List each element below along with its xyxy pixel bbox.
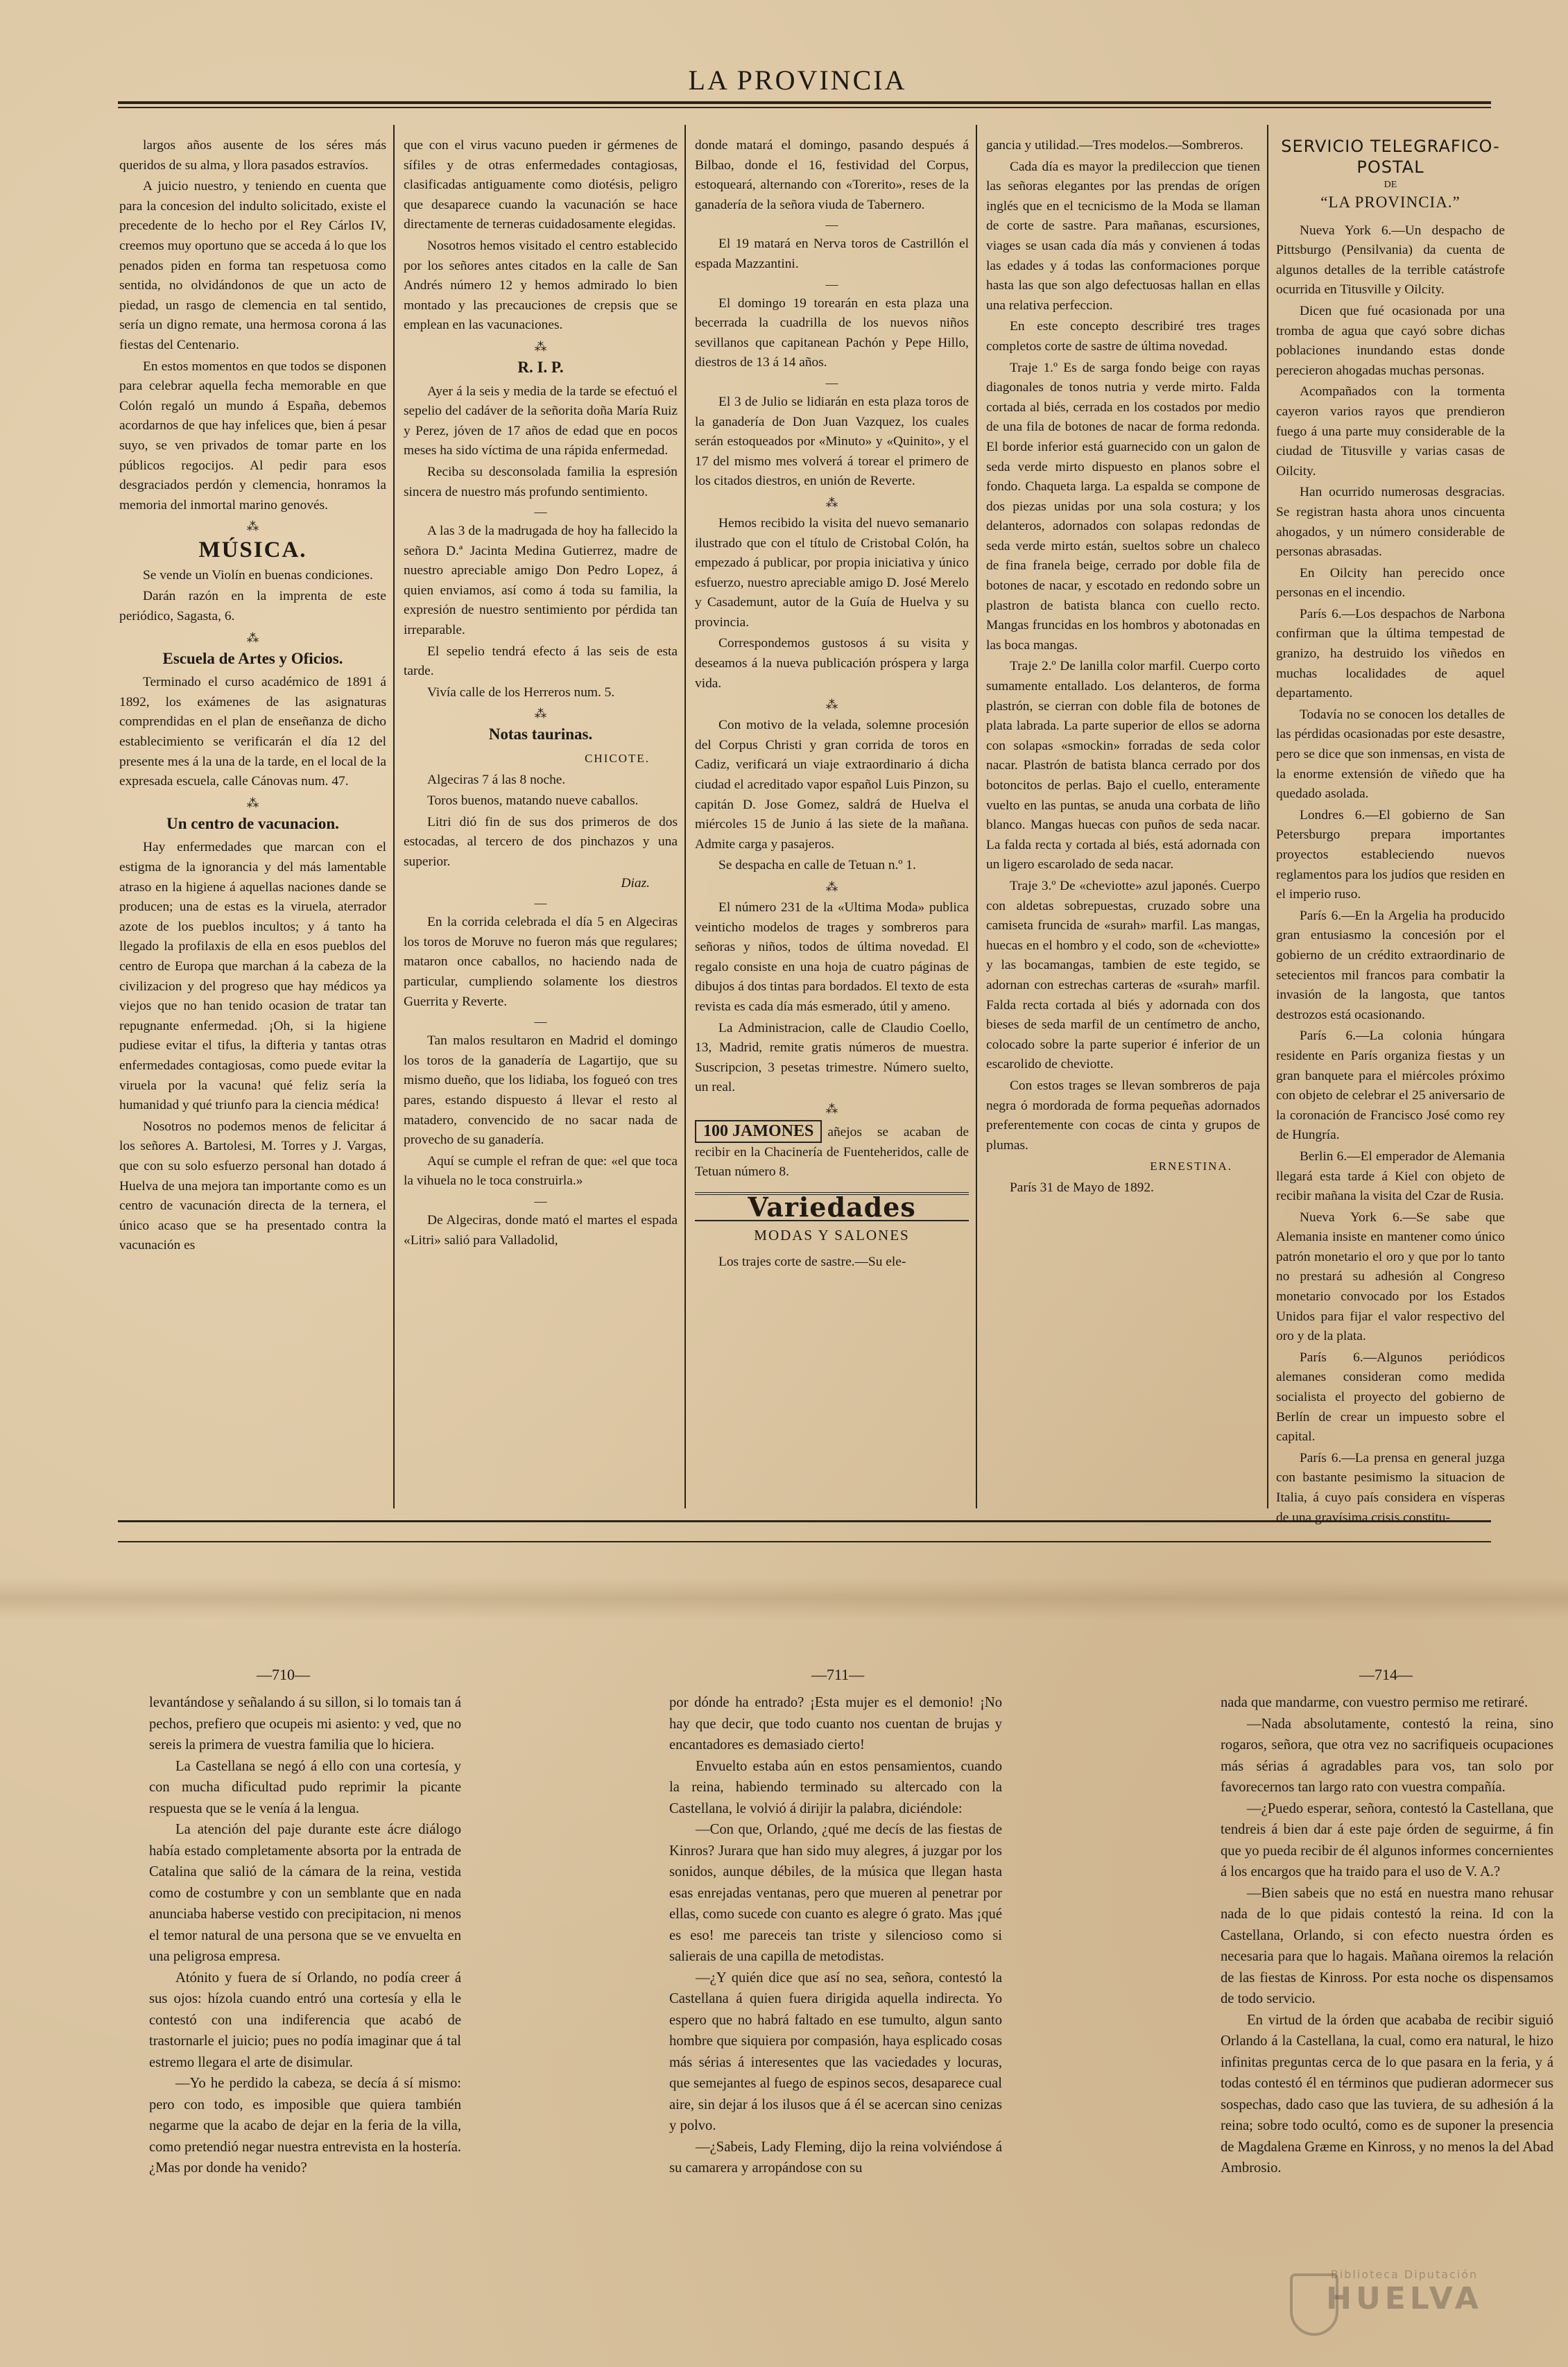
- column-divider: [684, 125, 686, 1508]
- paragraph: En virtud de la órden que acababa de recibir siguió Orlando á la Castellana, la cual, como era natural, le hizo infinitas preguntas cerca de lo que pasara en la feria, y á todas contestó él en términos que pudieran adormecer sus sospechas, dado caso que las tuviera, de su adhesión á la reina; sobre todo ocultó, como es de suponer la presencia de Magdalena Græme en Kinross, y no menos la del Abad Ambrosio.: [1221, 2012, 1553, 2176]
- paragraph: París 6.—Los despachos de Narbona confirman que la última tempestad de granizo, ha destruido los viñedos en muchas localidades de aquel departamento.: [1276, 606, 1505, 701]
- paragraph: Vivía calle de los Herreros num. 5.: [427, 685, 615, 700]
- paragraph: De Algeciras, donde mató el martes el espada «Litri» salió para Valladolid,: [404, 1212, 678, 1248]
- column-divider: [1267, 125, 1268, 1508]
- paragraph: levantándose y señalando á su sillon, si lo tomais tan á pechos, prefiero que ocupeis mi asiento: y ved, que no sereis la primera de vuestra familia que lo hiciera.: [149, 1695, 461, 1753]
- column-3: [695, 136, 969, 1509]
- paragraph: Litri dió fin de sus dos primeros de dos estocadas, al tercero de dos pinchazos y una superior.: [404, 814, 678, 869]
- paragraph: Se vende un Violín en buenas condiciones.: [143, 567, 373, 583]
- separator-asterism: ⁂: [246, 519, 259, 534]
- paragraph: Nueva York 6.—Se sabe que Alemania insiste en mantener como único patrón monetario el oro y que por lo tanto no prestará su adhesión al Congreso monetario convocado por los Estados Unidos para fijar el valor respectivo del oro y de la plata.: [1276, 1210, 1505, 1344]
- section-heading: MÚSICA.: [198, 537, 307, 563]
- separator-asterism: ⁂: [534, 707, 547, 721]
- paragraph: Se despacha en calle de Tetuan n.º 1.: [718, 858, 916, 873]
- separator-dash: —: [534, 896, 547, 911]
- paragraph: —Con que, Orlando, ¿qué me decís de las fiestas de Kinros? Jurara que han sido muy alegres, á juzgar por los sonidos, aunque débiles, de la música que llegan hasta esas enrejadas ventanas, pero que mueren al penetrar por ellas, como sucede con cuanto es alegre ó grato. Mas ¡qué es eso! me pareceis tan triste y silencioso como si salierais de una capilla de metodistas.: [669, 1822, 1002, 1964]
- paragraph: Aquí se cumple el refran de que: «el que toca la vihuela no le toca construirla.»: [404, 1153, 678, 1189]
- paragraph: Terminado el curso académico de 1891 á 1892, los exámenes de las asignaturas comprendidas en el plan de enseñanza de dicho establecimiento se verificarán el día 12 del presente mes á la una de la tarde, en el local de la expresada escuela, calle Cánovas num. 47.: [119, 675, 386, 789]
- paragraph: Todavía no se conocen los detalles de las pérdidas ocasionadas por este desastre, pero se dice que son inmensas, en vista de la enorme extensión de viñedo que ha quedado asolada.: [1276, 707, 1505, 802]
- section-subheading: MODAS Y SALONES: [754, 1227, 910, 1244]
- paragraph: Traje 3.º De «cheviotte» azul japonés. Cuerpo con aldetas sobrepuestas, cruzado sobre una camiseta fruncida de «surah» marfil. Las mangas, huecas en el hombro y el codo, son de «cheviotte» y las bocamangas, tambien de este tegido, se adornan con estrechas carteras de «surah» marfil. Falda recta cortada al biés y adornada con dos bieses de seda marfil de un centímetro de ancho, colocado sobre la parte superior é inferior de un escarolido de cheviotte.: [986, 878, 1260, 1072]
- separator-asterism: ⁂: [825, 1101, 838, 1116]
- column-divider: [393, 125, 395, 1508]
- column-2: [404, 136, 678, 1509]
- advertisement: [695, 1120, 969, 1182]
- paragraph: La atención del paje durante este ácre diálogo había estado completamente absorta por la entrada de Catalina que salió de la cámara de la reina, vestida como de costumbre y con un semblante que en nada anunciaba haberse vestido con precipitacion, ni menos el temor natural de una persona que se ve envuelta en una peligrosa empresa.: [149, 1822, 461, 1964]
- paragraph: Traje 2.º De lanilla color marfil. Cuerpo corto sumamente entallado. Los delanteros, de forma plastrón, se cierran con doble fila de botones de plata labrada. La parte superior de ellos se adorna con solapas «smockin» forradas de seda color nacar. Plastrón de batista blanca cerrado por dos botoncitos de perlas. Bajo el cuello, enteramente vuelto en las puntas, se anuda una corbata de liño blanco. Mangas huecas con puños de seda nacar. La falda recta y cortada al biés, está adornada con un ligero escarolado de seda nacar.: [986, 659, 1260, 872]
- separator-dash: —: [534, 505, 547, 519]
- paragraph: por dónde ha entrado? ¡Esta mujer es el demonio! ¡No hay que decir, que todo cuanto nos cuentan de brujas y encantadores es demasiado cierto!: [669, 1695, 1002, 1753]
- paragraph: —¿Sabeis, Lady Fleming, dijo la reina volviéndose á su camarera y arropándose con su: [669, 2139, 1002, 2176]
- paragraph: A juicio nuestro, y teniendo en cuenta que para la concesion del indulto solicitado, existe el precedente de lo hecho por el Rey Cárlos IV, creemos muy oportuno que se acceda á lo que los penados piden en forma tan respetuosa como sentida, no olvidándonos de que un acto de piedad, un rasgo de clemencia en tal sentido, sería un digno remate, una hermosa corona á las fiestas del Centenario.: [119, 179, 386, 352]
- page-number: —711—: [811, 1666, 865, 1683]
- page-number: —714—: [1359, 1666, 1413, 1683]
- book-page-711: [669, 1692, 1002, 2247]
- separator-asterism: ⁂: [246, 630, 259, 645]
- paragraph: A las 3 de la madrugada de hoy ha fallecido la señora D.ª Jacinta Medina Gutierrez, madre de nuestro apreciable amigo Don Pedro Lopez, á quien enviamos, así como á toda su familia, la expresión de nuestro sentimiento por pérdida tan irreparable.: [404, 524, 678, 638]
- signature: CHICOTE.: [585, 752, 650, 766]
- paragraph: —Bien sabeis que no está en nuestra mano rehusar nada de lo que pidais contestó la reina. Id con la Castellana, Orlando, si con efecto nuestra órden es necesaria para que lo hagais. Mañana oiremos la relación de las fiestas de Kinross. Por esta noche os dispensamos de todo servicio.: [1221, 1885, 1553, 2006]
- paragraph: Nosotros hemos visitado el centro establecido por los señores antes citados en la calle de San Andrés número 12 y hemos admirado lo bien montado y las precauciones de crepsis que se emplean en las vacunaciones.: [404, 238, 678, 333]
- paragraph: En este concepto describiré tres trages completos corte de sastre de última novedad.: [986, 319, 1260, 354]
- paragraph: Reciba su desconsolada familia la espresión sincera de nuestro más profundo sentimiento.: [404, 464, 678, 499]
- paragraph: Nueva York 6.—Un despacho de Pittsburgo (Pensilvania) da cuenta de algunos detalles de la terrible catástrofe ocurrida en Titusville y Oilcity.: [1276, 223, 1505, 298]
- section-heading: Un centro de vacunacion.: [166, 814, 339, 832]
- ad-boxed-title: 100 JAMONES: [695, 1120, 822, 1143]
- ad-text: añejos se acaban de recibir en la Chacinería de Fuenteheridos, calle de Tetuan número 8.: [695, 1124, 969, 1180]
- paragraph: Envuelto estaba aún en estos pensamientos, cuando la reina, habiendo terminado su altercado con la Castellana, le volvió á dirijir la palabra, diciéndole:: [669, 1758, 1002, 1816]
- paragraph: París 6.—Algunos periódicos alemanes consideran como medida socialista el proyecto del gobierno de Berlín de crear un impuesto sobre el capital.: [1276, 1350, 1505, 1445]
- column-5: [1276, 136, 1505, 1525]
- page-fold-crease: [0, 1578, 1568, 1619]
- section-heading: R. I. P.: [517, 358, 564, 376]
- separator-dash: —: [825, 277, 838, 291]
- paragraph: Hemos recibido la visita del nuevo semanario ilustrado que con el título de Cristobal Colón, ha empezado á publicar, por propia iniciativa y único esfuerzo, nuestro apreciable amigo D. José Merelo y Casademunt, autor de la Guía de Huelva y su provincia.: [695, 515, 969, 630]
- paragraph: El sepelio tendrá efecto á las seis de esta tarde.: [404, 644, 678, 679]
- paragraph: El domingo 19 torearán en esta plaza una becerrada la cuadrilla de los nuevos niños sevillanos que capitanean Pachón y Pepe Hillo, diestros de 13 á 14 años.: [695, 295, 969, 370]
- paragraph: Con estos trages se llevan sombreros de paja negra ó mordorada de forma pequeñas adornados preferentemente con cocas de cinta y grupos de plumas.: [986, 1078, 1260, 1153]
- separator-asterism: ⁂: [246, 795, 259, 810]
- watermark-line-1: Biblioteca Diputación: [1330, 2268, 1479, 2281]
- paragraph: Berlin 6.—El emperador de Alemania llegará esta tarde á Kiel con objeto de recibir mañana la visita del Czar de Rusia.: [1276, 1148, 1505, 1204]
- paragraph: Los trajes corte de sastre.—Su ele-: [718, 1254, 906, 1269]
- paragraph: La Administracion, calle de Claudio Coello, 13, Madrid, remite gratis números de muestra. Suscripcion, 3 pesetas trimestre. Número suelto, un real.: [695, 1020, 969, 1095]
- paragraph: Tan malos resultaron en Madrid el domingo los toros de la ganadería de Lagartijo, que su mismo dueño, que los lidiaba, los fogueó con tres pares, estando dispuesto á llevar el resto al matadero, convencido de no sacar nada de provecho de su ganadería.: [404, 1033, 678, 1148]
- separator-dash: —: [534, 1194, 547, 1208]
- paragraph: donde matará el domingo, pasando después á Bilbao, donde el 16, festividad del Corpus, estoqueará, alternando con «Torerito», reses de la ganadería de la señora viuda de Tabernero.: [695, 138, 969, 212]
- paragraph: Ayer á la seis y media de la tarde se efectuó el sepelio del cadáver de la señorita doña María Ruiz y Perez, jóven de 17 años de edad que en pocos meses ha sido víctima de una rápida enfermedad.: [404, 384, 678, 458]
- paragraph: En Oilcity han perecido once personas en el incendio.: [1276, 565, 1505, 601]
- paragraph: Londres 6.—El gobierno de San Petersburgo prepara importantes proyectos estableciendo nuevos reglamentos para los judíos que residen en el imperio ruso.: [1276, 807, 1505, 902]
- signature: Diaz.: [621, 875, 650, 890]
- masthead: LA PROVINCIA: [688, 64, 907, 96]
- dateline: París 31 de Mayo de 1892.: [1010, 1180, 1154, 1195]
- paragraph: Traje 1.º Es de sarga fondo beige con rayas diagonales de tonos nutria y verde mirto. Falda cortada al biés, cerrada en los costados por medio de una fila de botones de nacar de forma redonda. El borde inferior está guarnecido con un galon de seda verde mirto dispuesto en planos sobre el fondo. Chaqueta larga. La espalda se compone de dos piezas unidas por una sola costura; y los delanteros, adornados con solapas redondas de seda verde mirto están, sueltos sobre un chaleco de fina franela beige, cerrado por doble fila de botones de nacar, y escotado en redondo sobre un plastron de batista blanca con cuello recto. Mangas fruncidas en los hombros y abotonadas en las boca mangas.: [986, 360, 1260, 653]
- page-bottom-rule: [118, 1541, 1491, 1542]
- paragraph: La Castellana se negó á ello con una cortesía, y con mucha dificultad pudo reprimir la picante respuesta que se le venía á la lengua.: [149, 1758, 461, 1816]
- book-page-714: [1221, 1692, 1553, 2247]
- separator-dash: —: [825, 375, 838, 390]
- paragraph: —¿Y quién dice que así no sea, señora, contestó la Castellana á quien fuera dirigida aquella indirecta. Yo espero que no habrá faltado en ese tumulto, algun santo hombre que siquiera por compasión, haya esplicado cosas más sérias á interesentes que las vaciedades y locuras, que semejantes al fuego de espinos secos, desaparece cual aire, sin dejar á los ilusos que á él se acercan sino cenizas y polvo.: [669, 1970, 1002, 2133]
- paragraph: El número 231 de la «Ultima Moda» publica veinticho modelos de trages y sombreros para señoras y niños, todos de última novedad. El regalo consiste en una hoja de cuatro páginas de dibujos á dos tintas para bordados. El texto de esta revista es cada día más esmerado, útil y ameno.: [695, 900, 969, 1014]
- paragraph: Darán razón en la imprenta de este periódico, Sagasta, 6.: [119, 589, 386, 624]
- section-heading: Notas taurinas.: [488, 725, 593, 743]
- paragraph: Han ocurrido numerosas desgracias. Se registran hasta ahora unos cincuenta ahogados, y un número considerable de personas abrasadas.: [1276, 485, 1505, 560]
- library-watermark: [1290, 2268, 1519, 2344]
- paragraph: largos años ausente de los séres más queridos de su alma, y llora pasados estravíos.: [119, 138, 386, 173]
- paragraph: Con motivo de la velada, solemne procesión del Corpus Christi y gran corrida de toros en Cadiz, verificará un viaje extraordinario á dicha ciudad el acreditado vapor español Luis Pinzon, su capitán D. Jose Gomez, saldrá de Huelva el miércoles 15 de Junio á las siete de la mañana. Admite carga y pasajeros.: [695, 718, 969, 852]
- paragraph: El 19 matará en Nerva toros de Castrillón el espada Mazzantini.: [695, 236, 969, 271]
- paragraph: Correspondemos gustosos á su visita y deseamos á la nueva publicación próspera y larga vida.: [695, 636, 969, 691]
- coat-of-arms-icon: [1290, 2273, 1338, 2336]
- paragraph: que con el virus vacuno pueden ir gérmenes de sífiles y de otras enfermedades contagiosas, clasificadas antiguamente como diotésis, peligro que desaparece cuando la vacunación se hace directamente de terneras cuidadosamente elegidas.: [404, 138, 678, 232]
- paragraph: París 6.—La colonia húngara residente en París organiza fiestas y un gran banquete para el miércoles próximo con objeto de celebrar el 25 aniversario de la coronación de Francisco José como rey de Hungría.: [1276, 1028, 1505, 1143]
- section-heading: Escuela de Artes y Oficios.: [162, 649, 343, 667]
- paragraph: Cada día es mayor la predileccion que tienen las señoras elegantes por las prendas de orígen inglés que en el tecnicismo de la Moda se llaman de corte de sastre. Para mañanas, escursiones, viages se usan cada día más y convienen á todas las edades y á todas las conformaciones porque hasta las que son algo defectuosas hallan en ellas una relativa perfeccion.: [986, 159, 1260, 313]
- paragraph: Algeciras 7 á las 8 noche.: [427, 772, 566, 787]
- paragraph: —Nada absolutamente, contestó la reina, sino rogaros, señora, que otra vez no sacrifiqueis ocupaciones más sérias á agradables para vos, tan solo por favorecernos tan largo rato con vuestra compañía.: [1221, 1716, 1553, 1795]
- paragraph: Nosotros no podemos menos de felicitar á los señores A. Bartolesi, M. Torres y J. Vargas, que con su solo esfuerzo personal han dotado á Huelva de una mejora tan importante como es un centro de vacunación directa de la ternera, el único acaso que se ha presentado contra la vacunación es: [119, 1119, 386, 1253]
- separator-asterism: ⁂: [825, 880, 838, 894]
- watermark-line-2: HUELVA: [1326, 2281, 1483, 2316]
- masthead-rule-top: [118, 101, 1491, 104]
- section-subheading: “LA PROVINCIA.”: [1320, 193, 1461, 211]
- section-heading: SERVICIO TELEGRAFICO-POSTAL: [1281, 137, 1500, 177]
- column-1: [119, 136, 386, 1509]
- column-divider: [976, 125, 977, 1508]
- paragraph: gancia y utilidad.—Tres modelos.—Sombreros.: [986, 138, 1243, 153]
- separator-asterism: ⁂: [825, 698, 838, 712]
- separator-asterism: ⁂: [825, 495, 838, 510]
- paragraph: Toros buenos, matando nueve caballos.: [427, 793, 639, 809]
- section-subheading: DE: [1384, 180, 1397, 190]
- paragraph: París 6.—En la Argelia ha producido gran entusiasmo la concesión por el gobierno de un crédito extraordinario de setecientos mil francos para combatir la invasión de la langosta, que tantos destrozos está ocasionando.: [1276, 908, 1505, 1022]
- separator-dash: —: [534, 1015, 547, 1029]
- section-heading: Variedades: [695, 1192, 969, 1222]
- paragraph: El 3 de Julio se lidiarán en esta plaza toros de la ganadería de Don Juan Vazquez, los cuales serán estoqueados por «Minuto» y «Quinito», y el 17 del mismo mes volverá á torear el primero de los citados diestros, en unión de Reverte.: [695, 394, 969, 489]
- paragraph: En la corrida celebrada el día 5 en Algeciras los toros de Moruve no fueron más que regulares; mataron once caballos, no haciendo nada de particular, cumpliendo solamente los diestros Guerrita y Reverte.: [404, 915, 678, 1009]
- paragraph: —Yo he perdido la cabeza, se decía á sí mismo: pero con todo, es imposible que quiera también negarme que la acabo de dejar en la feria de la villa, como pretendió negar nuestra entrevista en la hostería. ¿Mas por donde ha venido?: [149, 2076, 461, 2176]
- page-number: —710—: [257, 1666, 310, 1683]
- paragraph: —¿Puedo esperar, señora, contestó la Castellana, que tendreis á bien dar á este paje órden de seguirme, á fin que yo pueda recibir de él algunos informes concernientes á los encargos que ha traido para el uso de V. A.?: [1221, 1800, 1553, 1879]
- signature: ERNESTINA.: [1150, 1160, 1232, 1173]
- separator-dash: —: [825, 218, 838, 232]
- book-page-710: [149, 1692, 461, 2247]
- paragraph: Acompañados con la tormenta cayeron varios rayos que prendieron fuego á una parte muy considerable de la ciudad de Titusville y varias casas de Oilcity.: [1276, 384, 1505, 479]
- paragraph: Hay enfermedades que marcan con el estigma de la ignorancia y del más lamentable atraso en la higiene á aquellas naciones dande se producen; una de estas es la viruela, aterrador azote de los pueblos incultos; y á tanto ha llegado la profilaxis de ella en esos pueblos del centro de Europa que marchan á la cabeza de la civilizacion y del progreso que hay médicos ya viejos que no han tenido ocasion de tratar tan repugnante enfermedad. ¡Oh, si la higiene pudiese evitar el tifus, la difteria y tantas otras enfermedades contagiosas, como puede evitar la viruela por la vacuna! qué feliz sería la humanidad y qué triunfo para la ciencia médica!: [119, 840, 386, 1113]
- paragraph: Atónito y fuera de sí Orlando, no podía creer á sus ojos: hízola cuando entró una cortesía y ella le contestó con una indiferencia que acabó de trastornarle el juicio; pues no podía imaginar que á tal estremo llegara el arte de disimular.: [149, 1970, 461, 2070]
- paragraph: En estos momentos en que todos se disponen para celebrar aquella fecha memorable en que Colón regaló un mundo á España, debemos acordarnos de que hay infelices que, bien á pesar suyo, se ven privados de tomar parte en los públicos regocijos. Al pedir para esos desgraciados perdón y clemencia, honramos la memoria del inmortal marino genovés.: [119, 359, 386, 513]
- separator-asterism: ⁂: [534, 339, 547, 354]
- column-4: [986, 136, 1260, 1509]
- paragraph: Dicen que fué ocasionada por una tromba de agua que cayó sobre dichas poblaciones inundando estas donde perecieron ahogadas muchas personas.: [1276, 303, 1505, 378]
- paragraph: nada que mandarme, con vuestro permiso me retiraré.: [1221, 1695, 1528, 1710]
- masthead-rule-bottom: [118, 107, 1491, 108]
- paragraph: París 6.—La prensa en general juzga con bastante pesimismo la situacion de Italia, á cuyo país considera en vísperas de una gravísima crisis constitu-: [1276, 1450, 1505, 1525]
